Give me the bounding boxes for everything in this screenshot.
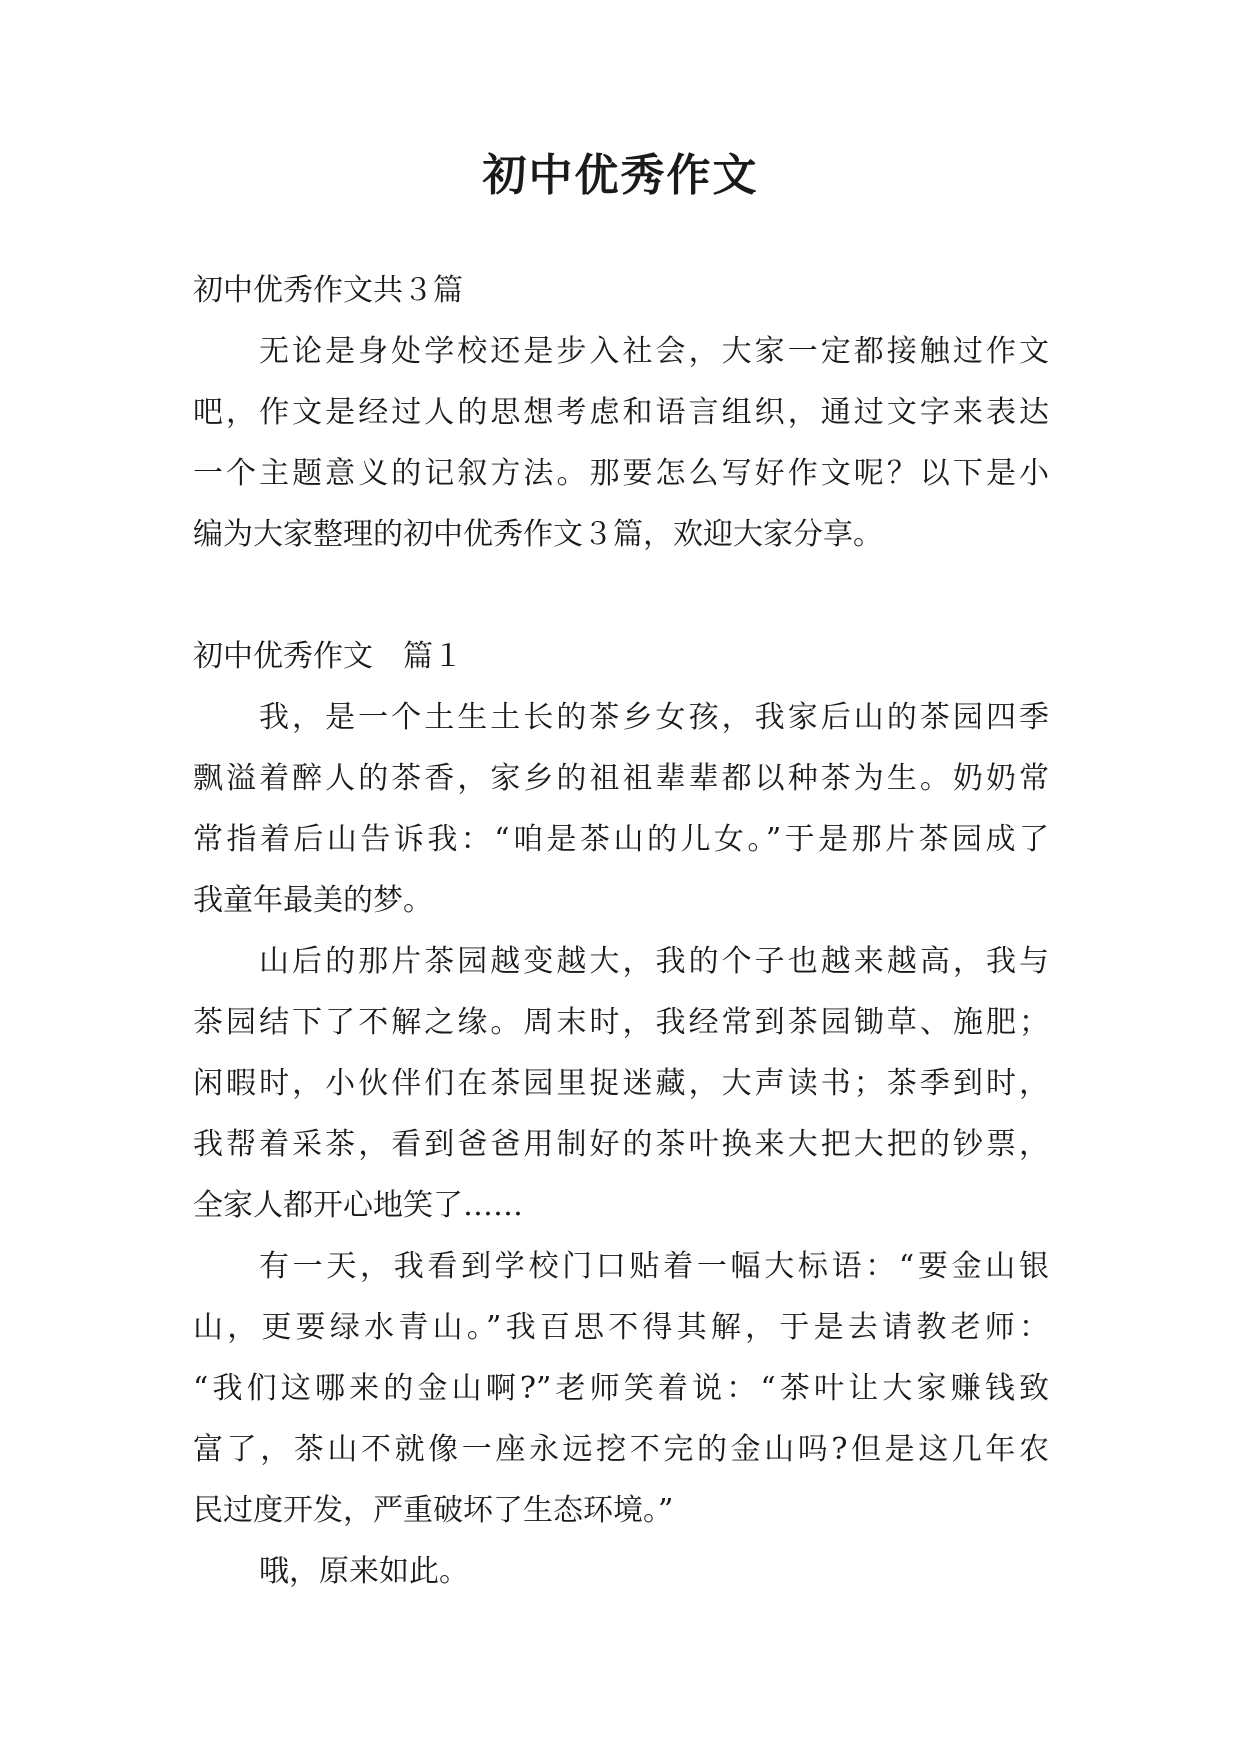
text-line: “我们这哪来的金山啊?”老师笑着说：“茶叶让大家赚钱致 bbox=[193, 1371, 1049, 1406]
text-line: 山后的那片茶园越变越大，我的个子也越来越高，我与 bbox=[259, 944, 1049, 979]
text-line: 飘溢着醉人的茶香，家乡的祖祖辈辈都以种茶为生。奶奶常 bbox=[193, 761, 1049, 796]
intro-heading: 初中优秀作文共３篇 bbox=[193, 273, 463, 308]
body-paragraph bbox=[193, 931, 1049, 1236]
text-line: 常指着后山告诉我：“咱是茶山的儿女。”于是那片茶园成了 bbox=[193, 822, 1049, 857]
document-body bbox=[193, 260, 1049, 1602]
text-line: 全家人都开心地笑了…… bbox=[193, 1188, 523, 1223]
body-paragraph bbox=[193, 1236, 1049, 1541]
text-line: 山，更要绿水青山。”我百思不得其解，于是去请教老师： bbox=[193, 1310, 1049, 1345]
text-line: 吧，作文是经过人的思想考虑和语言组织，通过文字来表达 bbox=[193, 395, 1049, 430]
text-line: 一个主题意义的记叙方法。那要怎么写好作文呢？以下是小 bbox=[193, 456, 1049, 491]
text-line: 闲暇时，小伙伴们在茶园里捉迷藏，大声读书；茶季到时， bbox=[193, 1066, 1049, 1101]
text-line: 哦，原来如此。 bbox=[259, 1554, 469, 1589]
text-line: 我童年最美的梦。 bbox=[193, 883, 433, 918]
section-heading: 初中优秀作文 篇１ bbox=[193, 639, 463, 674]
body-paragraph bbox=[193, 1541, 1049, 1602]
text-line: 富了，茶山不就像一座永远挖不完的金山吗?但是这几年农 bbox=[193, 1432, 1049, 1467]
text-line: 我帮着采茶，看到爸爸用制好的茶叶换来大把大把的钞票， bbox=[193, 1127, 1049, 1162]
text-line: 我，是一个土生土长的茶乡女孩，我家后山的茶园四季 bbox=[259, 700, 1049, 735]
page-title: 初中优秀作文 bbox=[482, 150, 759, 201]
body-paragraph bbox=[193, 687, 1049, 931]
text-line: 茶园结下了不解之缘。周末时，我经常到茶园锄草、施肥； bbox=[193, 1005, 1049, 1040]
section-spacer bbox=[193, 565, 1049, 626]
intro-paragraph bbox=[193, 321, 1049, 565]
text-line: 民过度开发，严重破坏了生态环境。” bbox=[193, 1493, 674, 1528]
text-line: 编为大家整理的初中优秀作文３篇，欢迎大家分享。 bbox=[193, 517, 883, 552]
text-line: 有一天，我看到学校门口贴着一幅大标语：“要金山银 bbox=[259, 1249, 1049, 1284]
text-line: 无论是身处学校还是步入社会，大家一定都接触过作文 bbox=[259, 334, 1049, 369]
